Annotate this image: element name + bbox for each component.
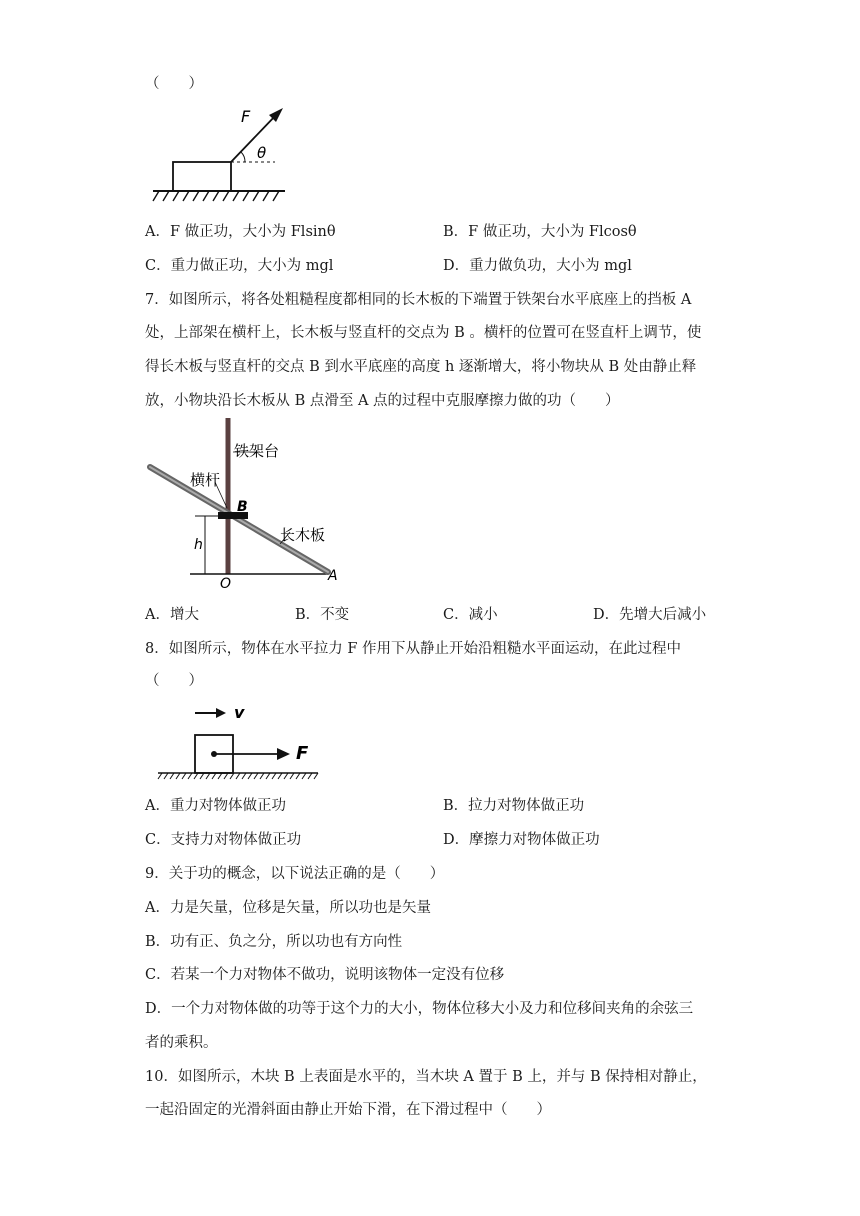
q6-angle-label: θ	[257, 144, 267, 162]
q9-stem: 9．关于功的概念，以下说法正确的是（ ）	[145, 866, 445, 882]
q9-option-b: B．功有正、负之分，所以功也有方向性	[145, 934, 403, 950]
q7-height-label: h	[194, 537, 203, 553]
q7-option-b: B．不变	[295, 607, 350, 623]
q6-option-c: C．重力做正功，大小为 mgl	[145, 258, 334, 274]
q7-board-label: 长木板	[280, 526, 326, 544]
q8-option-b: B．拉力对物体做正功	[443, 798, 585, 814]
q9-option-c: C．若某一个力对物体不做功，说明该物体一定没有位移	[145, 967, 505, 983]
q7-stem-line-1: 7．如图所示，将各处粗糙程度都相同的长木板的下端置于铁架台水平底座上的挡板 A	[145, 292, 692, 308]
q8-velocity-label: v	[234, 703, 245, 722]
q6-force-label: F	[241, 107, 251, 126]
q8-option-c: C．支持力对物体做正功	[145, 832, 302, 848]
q9-option-d-line-2: 者的乘积。	[145, 1035, 218, 1051]
q7-point-a-label: A	[328, 568, 338, 584]
q7-point-o-label: O	[220, 576, 232, 592]
q8-option-d: D．摩擦力对物体做正功	[443, 832, 600, 848]
q6-option-d: D．重力做负功，大小为 mgl	[443, 258, 632, 274]
q7-crossbar-label: 横杆	[190, 471, 221, 489]
q7-stem-line-2: 处，上部架在横杆上，长木板与竖直杆的交点为 B 。横杆的位置可在竖直杆上调节，使	[145, 325, 702, 341]
q10-stem-line-1: 10．如图所示，木块 B 上表面是水平的，当木块 A 置于 B 上，并与 B 保持相对静止，	[145, 1069, 707, 1085]
q8-figure	[150, 700, 330, 785]
q10-stem-line-2: 一起沿固定的光滑斜面由静止开始下滑，在下滑过程中（ ）	[145, 1102, 551, 1118]
q7-option-a: A．增大	[145, 607, 199, 623]
q7-figure	[140, 412, 350, 592]
q8-force-label: F	[296, 743, 309, 764]
q9-option-a: A．力是矢量，位移是矢量，所以功也是矢量	[145, 900, 431, 916]
q7-option-c: C．减小	[443, 607, 498, 623]
q8-stem-line-1: 8．如图所示，物体在水平拉力 F 作用下从静止开始沿粗糙水平面运动，在此过程中	[145, 641, 682, 657]
q7-point-b-label: B	[237, 499, 248, 515]
q7-stand-label: 铁架台	[234, 442, 280, 460]
q7-stem-line-4: 放，小物块沿长木板从 B 点滑至 A 点的过程中克服摩擦力做的功（ ）	[145, 393, 620, 409]
q8-option-a: A．重力对物体做正功	[145, 798, 286, 814]
q7-option-d: D．先增大后减小	[593, 607, 707, 623]
q6-figure	[145, 100, 295, 210]
q9-option-d-line-1: D．一个力对物体做的功等于这个力的大小，物体位移大小及力和位移间夹角的余弦三	[145, 1001, 694, 1017]
q6-answer-paren: （ ）	[145, 76, 203, 92]
q6-option-b: B．F 做正功，大小为 Flcosθ	[443, 224, 637, 240]
q8-stem-line-2: （ ）	[145, 673, 203, 689]
q6-option-a: A．F 做正功，大小为 Flsinθ	[145, 224, 336, 240]
q7-stem-line-3: 得长木板与竖直杆的交点 B 到水平底座的高度 h 逐渐增大，将小物块从 B 处由静止释	[145, 359, 697, 375]
